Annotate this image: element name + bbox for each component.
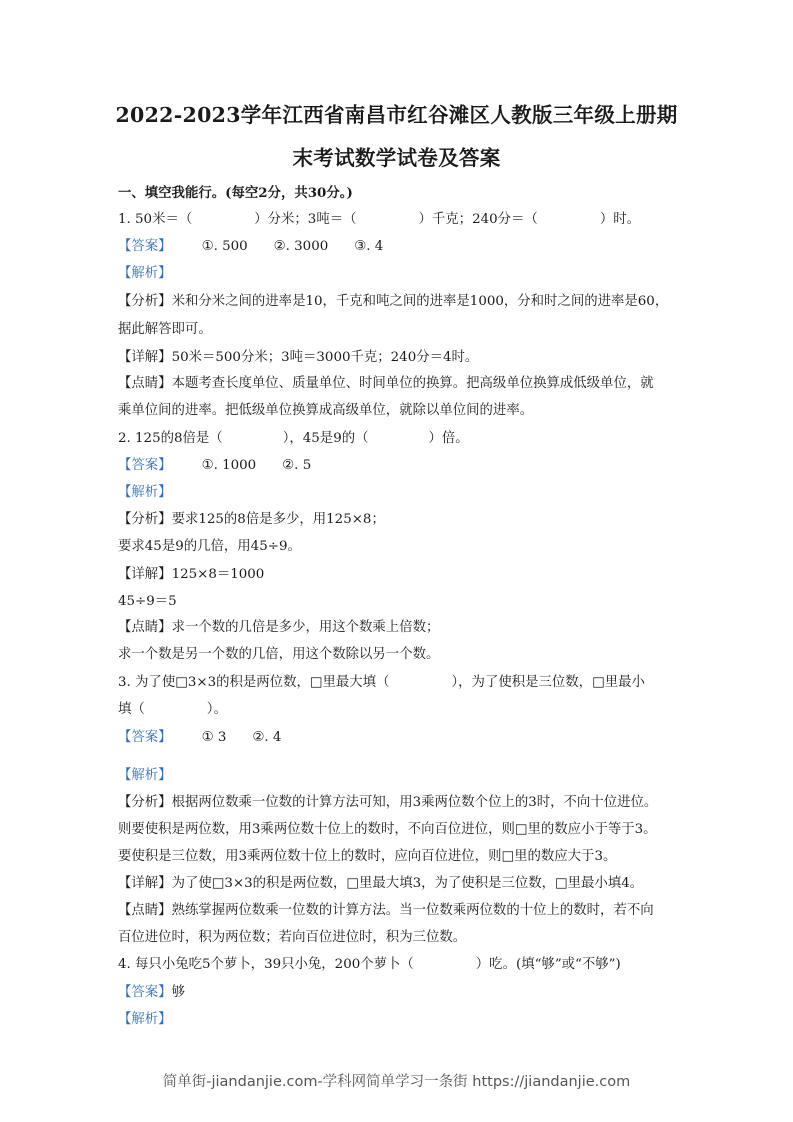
q2-analysis-tag: 【解析】 xyxy=(118,485,172,500)
q1-part-2: ）分米；3吨＝（ xyxy=(254,212,357,227)
dianjing-tag: 【点睛】 xyxy=(118,376,172,391)
q1-analysis-tag: 【解析】 xyxy=(118,266,172,281)
q2-answer-1: ①. 1000 xyxy=(201,458,257,473)
q2-xiangjie-text-1: 125×8＝1000 xyxy=(171,567,265,582)
q3-line1-b: ），为了使积是三位数，□里最小 xyxy=(451,675,645,690)
question-4 xyxy=(118,953,621,972)
q2-answer xyxy=(118,454,311,473)
q3-dianjing-2: 百位进位时，积为两位数；若向百位进位时，积为三位数。 xyxy=(118,930,467,945)
q3-line1-a: 3. 为了使□3×3的积是两位数，□里最大填（ xyxy=(118,675,390,690)
q2-dianjing-1 xyxy=(118,616,439,635)
fenxi-tag: 【分析】 xyxy=(118,795,172,810)
q1-answer xyxy=(118,235,383,254)
q2-part-3: ）倍。 xyxy=(428,431,469,446)
q3-answer-2: ②. 4 xyxy=(252,730,282,745)
q3-xiangjie xyxy=(118,872,643,891)
q1-part-4: ）时。 xyxy=(599,212,640,227)
q2-dianjing-2: 求一个数是另一个数的几倍，用这个数除以另一个数。 xyxy=(118,647,440,662)
q3-dianjing-text-1: 熟练掌握两位数乘一位数的计算方法。当一位数乘两位数的十位上的数时，若不向 xyxy=(171,903,654,918)
q4-line-b: ）吃。(填“够”或“不够”) xyxy=(475,957,621,972)
q1-fenxi-2: 据此解答即可。 xyxy=(118,322,212,337)
document-title-line2: 末考试数学试卷及答案 xyxy=(292,146,501,170)
q3-fenxi-1 xyxy=(118,791,657,810)
answer-tag: 【答案】 xyxy=(118,730,172,745)
q3-analysis-tag: 【解析】 xyxy=(118,768,172,783)
q2-part-1: 2. 125的8倍是（ xyxy=(118,431,223,446)
footer-watermark: 简单街-jiandanjie.com-学科网简单学习一条街 https://jiandanjie.com xyxy=(162,1074,631,1090)
q3-xiangjie-text: 为了使□3×3的积是两位数，□里最大填3，为了使积是三位数，□里最小填4。 xyxy=(171,876,644,891)
q1-answer-3: ③. 4 xyxy=(354,239,384,254)
q3-fenxi-2: 则要使积是两位数，用3乘两位数十位上的数时，不向百位进位，则□里的数应小于等于3。 xyxy=(118,822,657,837)
answer-tag: 【答案】 xyxy=(118,239,172,254)
xiangjie-tag: 【详解】 xyxy=(118,876,172,891)
q1-dianjing-2: 乘单位间的进率。把低级单位换算成高级单位，就除以单位间的进率。 xyxy=(118,403,534,418)
fenxi-tag: 【分析】 xyxy=(118,512,172,527)
q3-line2-b: ）。 xyxy=(206,702,227,717)
q1-dianjing-1 xyxy=(118,372,654,391)
q3-fenxi-text-1: 根据两位数乘一位数的计算方法可知，用3乘两位数个位上的3时，不向十位进位。 xyxy=(171,795,658,810)
q2-fenxi-1 xyxy=(118,508,385,527)
dianjing-tag: 【点睛】 xyxy=(118,620,172,635)
q2-fenxi-2: 要求45是9的几倍，用45÷9。 xyxy=(118,539,301,554)
q3-line2-a: 填（ xyxy=(118,702,145,717)
q1-xiangjie-text: 50米＝500分米；3吨＝3000千克；240分＝4时。 xyxy=(171,350,479,365)
q2-fenxi-text-1: 要求125的8倍是多少，用125×8； xyxy=(171,512,385,527)
q1-xiangjie xyxy=(118,346,478,365)
q3-fenxi-3: 要使积是三位数，用3乘两位数十位上的数时，应向百位进位，则□里的数应大于3。 xyxy=(118,849,617,864)
section-heading: 一、填空我能行。(每空2分，共30分。) xyxy=(118,185,353,201)
q1-part-1: 1. 50米＝（ xyxy=(118,212,193,227)
q1-fenxi-text-1: 米和分米之间的进率是10，千克和吨之间的进率是1000，分和时之间的进率是60， xyxy=(171,294,669,309)
q1-answer-1: ①. 500 xyxy=(201,239,248,254)
q2-answer-2: ②. 5 xyxy=(282,458,312,473)
q1-answer-2: ②. 3000 xyxy=(273,239,329,254)
q1-part-3: ）千克；240分＝（ xyxy=(418,212,538,227)
question-3-line-1 xyxy=(118,671,645,690)
q3-answer xyxy=(118,726,281,745)
question-1 xyxy=(118,208,640,227)
q2-xiangjie-2: 45÷9＝5 xyxy=(118,594,177,609)
answer-tag: 【答案】 xyxy=(118,458,172,473)
xiangjie-tag: 【详解】 xyxy=(118,567,172,582)
q2-dianjing-text-1: 求一个数的几倍是多少，用这个数乘上倍数； xyxy=(171,620,440,635)
q1-dianjing-text-1: 本题考查长度单位、质量单位、时间单位的换算。把高级单位换算成低级单位，就 xyxy=(171,376,654,391)
q2-part-2: ），45是9的（ xyxy=(282,431,369,446)
question-2 xyxy=(118,427,469,446)
q4-line-a: 4. 每只小兔吃5个萝卜，39只小兔，200个萝卜（ xyxy=(118,957,414,972)
q4-analysis-tag: 【解析】 xyxy=(118,1012,172,1027)
q4-answer-value: 够 xyxy=(171,985,185,1000)
question-3-line-2 xyxy=(118,698,227,717)
answer-tag: 【答案】 xyxy=(118,985,172,1000)
q1-fenxi-1 xyxy=(118,290,668,309)
q3-answer-1: ① 3 xyxy=(201,730,227,745)
q2-xiangjie-1 xyxy=(118,563,264,582)
fenxi-tag: 【分析】 xyxy=(118,294,172,309)
q4-answer xyxy=(118,981,185,1000)
dianjing-tag: 【点睛】 xyxy=(118,903,172,918)
document-title-line1: 2022-2023学年江西省南昌市红谷滩区人教版三年级上册期 xyxy=(115,103,678,127)
q3-dianjing-1 xyxy=(118,899,654,918)
xiangjie-tag: 【详解】 xyxy=(118,350,172,365)
